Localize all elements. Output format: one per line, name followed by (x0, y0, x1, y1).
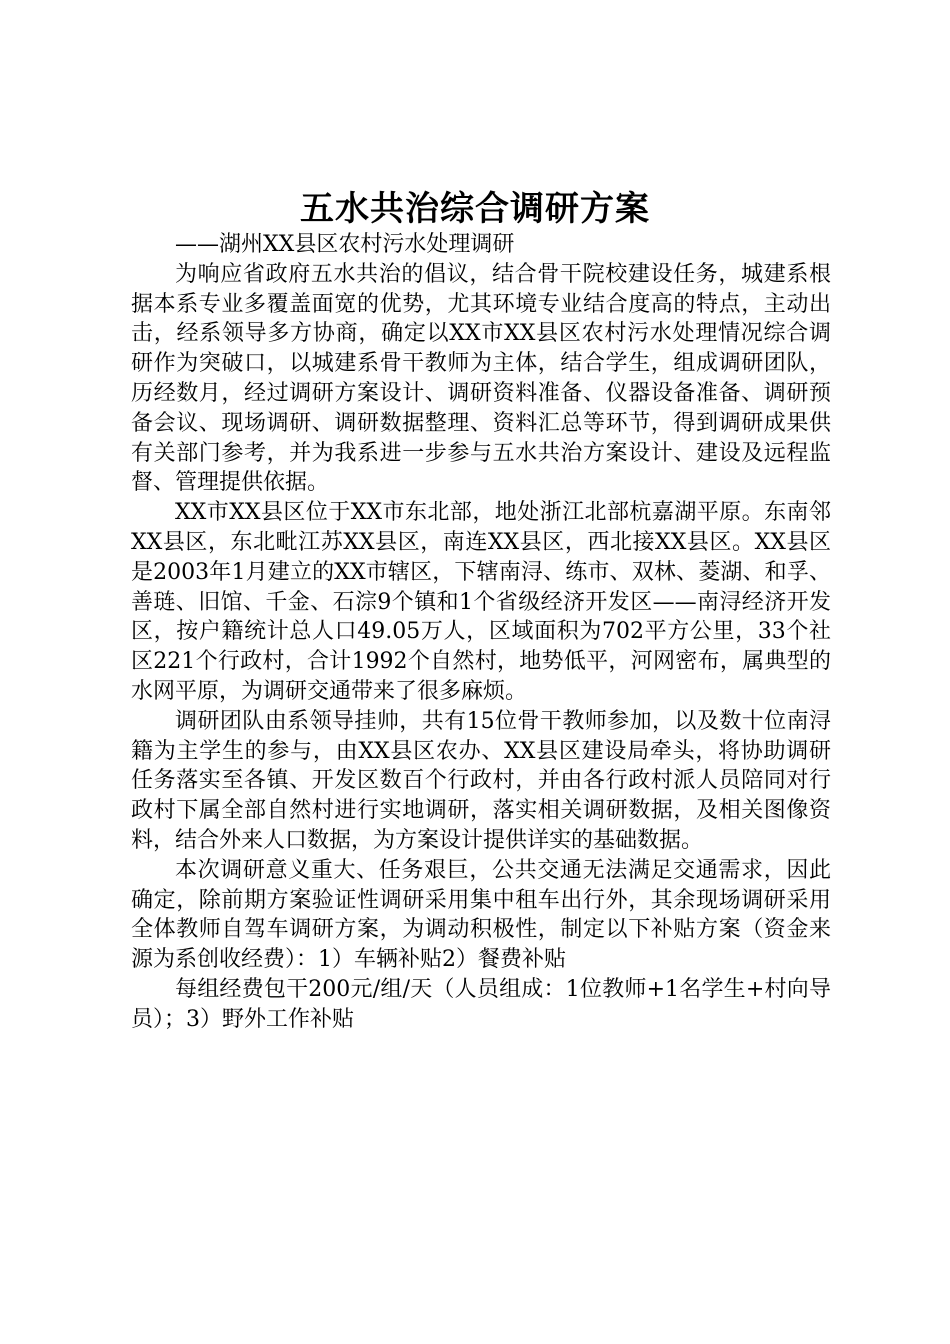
paragraph-intro: 为响应省政府五水共治的倡议，结合骨干院校建设任务，城建系根据本系专业多覆盖面宽的优势，尤其环境专业结合度高的特点，主动出击，经系领导多方协商，确定以XX市XX县区农村污水处理情况综合调研作为突破口，以城建系骨干教师为主体，结合学生，组成调研团队，历经数月，经过调研方案设计、调研资料准备、仪器设备准备、调研预备会议、现场调研、调研数据整理、资料汇总等环节，得到调研成果供有关部门参考，并为我系进一步参与五水共治方案设计、建设及远程监督、管理提供依据。 (131, 261, 831, 496)
document-subtitle: ——湖州XX县区农村污水处理调研 (175, 232, 515, 257)
paragraph-subsidy-plan: 本次调研意义重大、任务艰巨，公共交通无法满足交通需求，因此确定，除前期方案验证性调研采用集中租车出行外，其余现场调研采用全体教师自驾车调研方案，为调动积极性，制定以下补贴方案（资金来源为系创收经费）：1）车辆补贴2）餐费补贴 (131, 857, 831, 973)
document-title: 五水共治综合调研方案 (300, 189, 650, 229)
paragraph-research-team: 调研团队由系领导挂帅，共有15位骨干教师参加，以及数十位南浔籍为主学生的参与，由XX县区农办、XX县区建设局牵头，将协助调研任务落实至各镇、开发区数百个行政村，并由各行政村派人员陪同对行政村下属全部自然村进行实地调研，落实相关调研数据，及相关图像资料，结合外来人口数据，为方案设计提供详实的基础数据。 (131, 708, 831, 853)
document-body (131, 230, 831, 1035)
paragraph-region-overview: XX市XX县区位于XX市东北部，地处浙江北部杭嘉湖平原。东南邻XX县区，东北毗江苏XX县区，南连XX县区，西北接XX县区。XX县区是2003年1月建立的XX市辖区，下辖南浔、练市、双林、菱湖、和孚、善琏、旧馆、千金、石淙9个镇和1个省级经济开发区——南浔经济开发区，按户籍统计总人口49.05万人，区域面积为702平方公里，33个社区221个行政村，合计1992个自然村，地势低平，河网密布，属典型的水网平原，为调研交通带来了很多麻烦。 (131, 500, 831, 704)
paragraph-meal-allowance: 每组经费包干200元/组/天（人员组成：1位教师+1名学生+村向导员）；3）野外工作补贴 (131, 976, 831, 1032)
